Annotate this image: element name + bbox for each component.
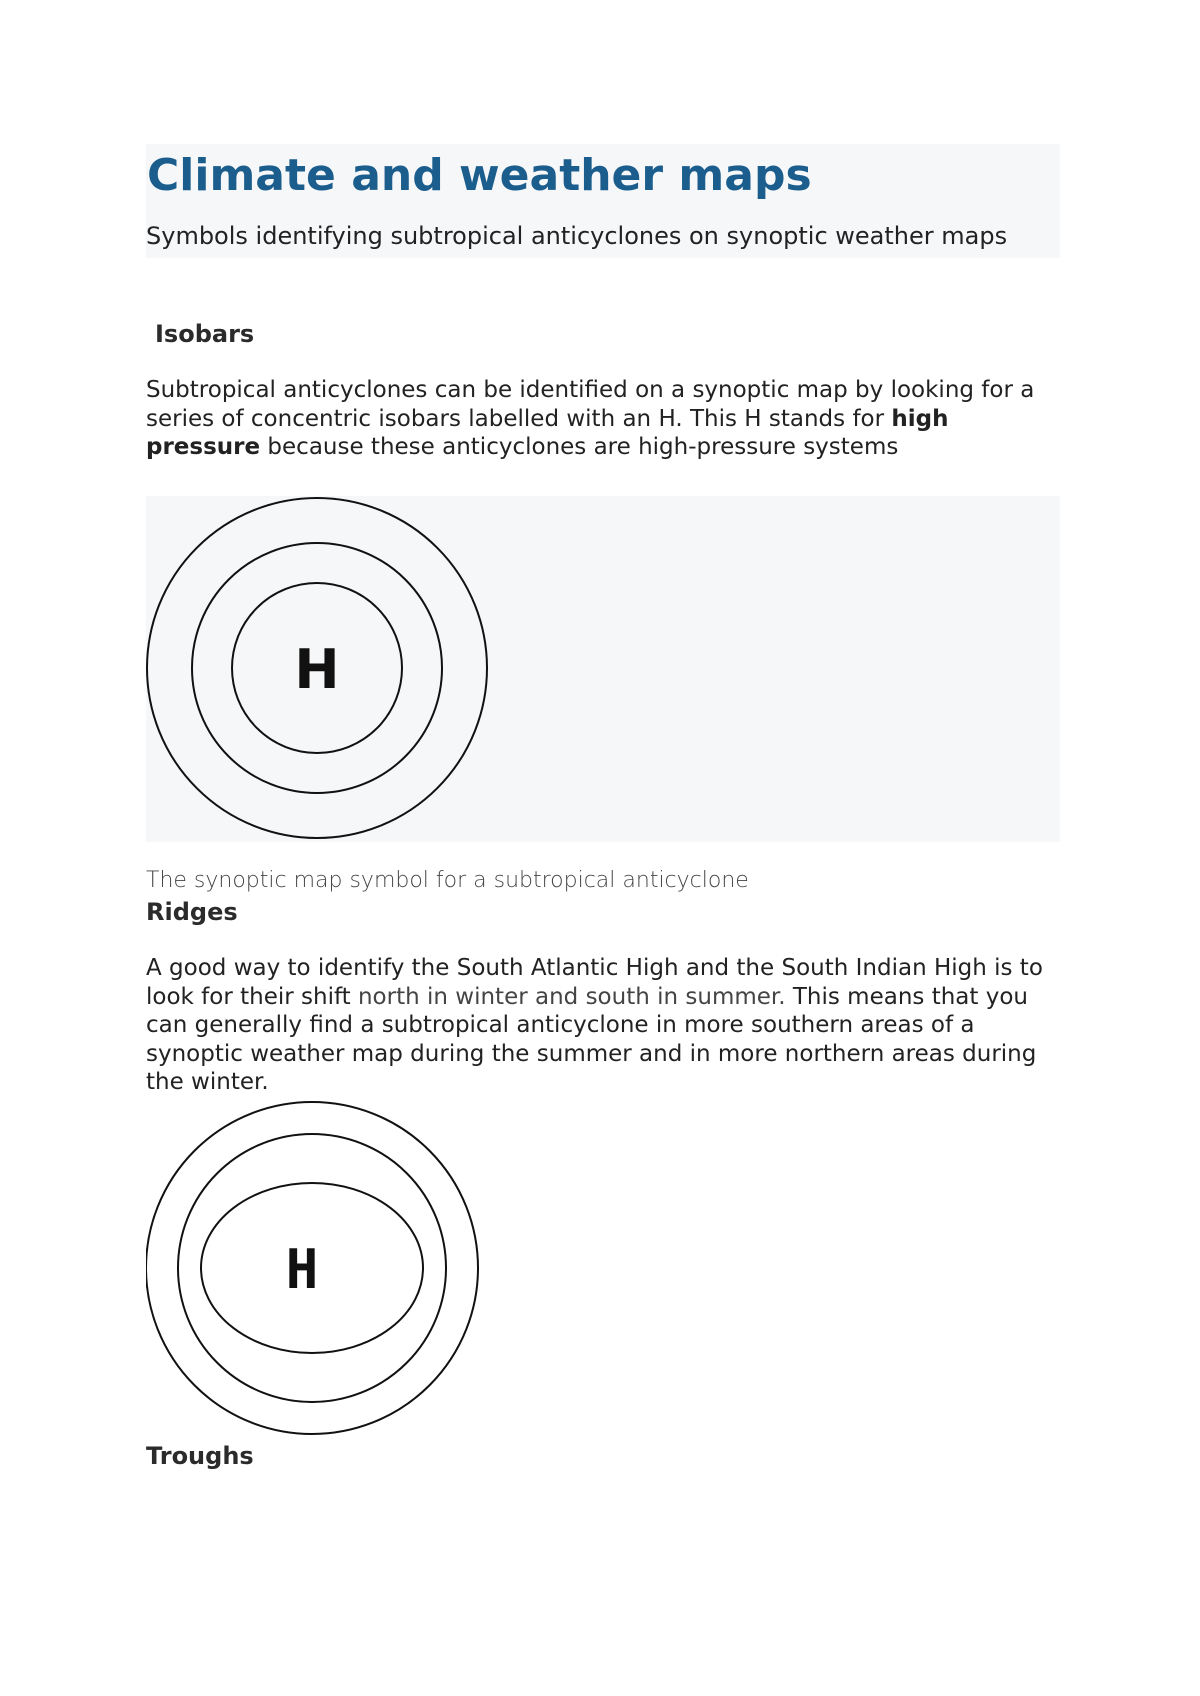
concentric-isobars-diagram [146,496,1060,842]
paragraph-ridges [146,954,1060,1097]
page-title: Climate and weather maps [147,150,812,201]
figure-caption: The synoptic map symbol for a subtropical anticyclone [146,868,749,893]
heading-troughs: Troughs [146,1442,254,1470]
heading-ridges: Ridges [146,898,238,926]
high-pressure-label: H [285,1238,319,1301]
paragraph-ridges-text-2: This means that you can generally find a subtropical anticyclone in more southern areas of a synoptic weather map during the summer and in more northern areas during the winter. [146,983,1037,1095]
paragraph-isobars-bold: high pressure [146,405,949,460]
paragraph-isobars [146,376,1060,462]
ridge-symbol-figure [146,1096,486,1442]
high-pressure-label: H [294,638,340,701]
paragraph-isobars-text-1: Subtropical anticyclones can be identified on a synoptic map by looking for a series of concentric isobars labelled with an H. This H stands for [146,377,1035,432]
anticyclone-symbol-figure [146,496,1060,842]
paragraph-ridges-light: north in winter and south in summer. [357,983,786,1010]
paragraph-isobars-text-2: because these anticyclones are high-pressure systems [260,434,899,460]
page-subtitle: Symbols identifying subtropical anticyclones on synoptic weather maps [146,222,1008,250]
paragraph-ridges-text-1: A good way to identify the South Atlantic High and the South Indian High is to look for their shift [146,955,1043,1010]
heading-isobars: Isobars [155,320,255,348]
title-block [146,144,1060,258]
document-page [146,144,1060,1470]
elongated-isobars-diagram [146,1096,486,1442]
